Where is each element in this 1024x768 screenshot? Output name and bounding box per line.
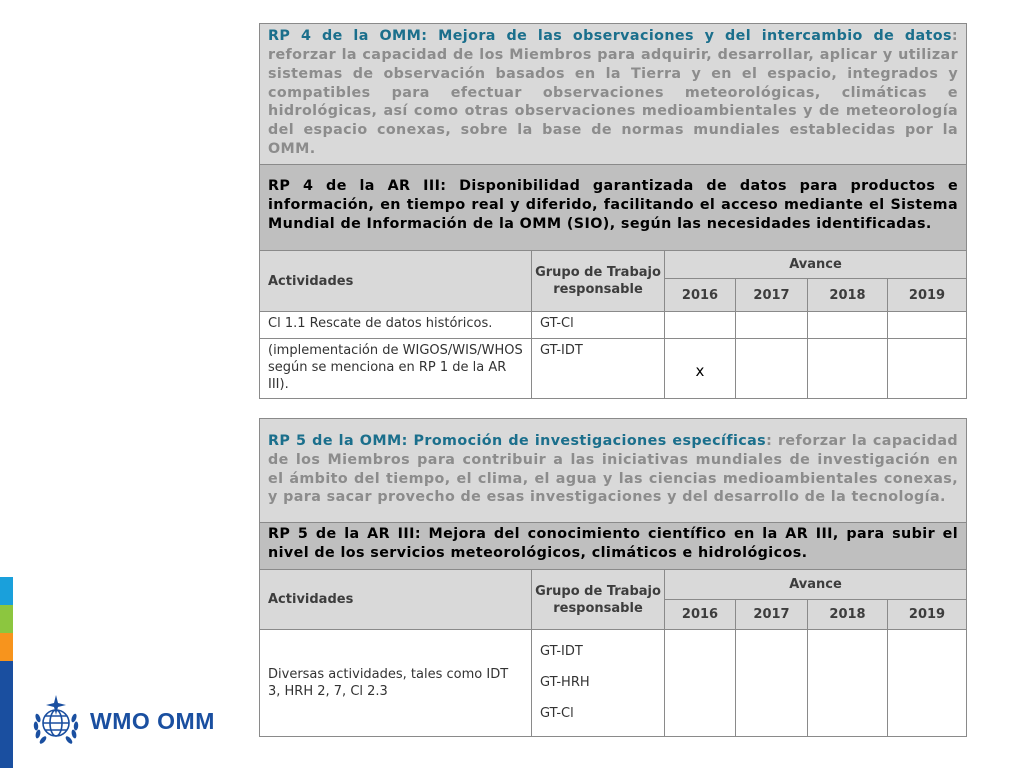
col-grupo: Grupo de Trabajo responsable [532, 251, 665, 312]
activity-cell: (implementación de WIGOS/WIS/WHOS según se menciona en RP 1 de la AR III). [260, 339, 532, 399]
color-bar-orange [0, 633, 13, 661]
table-row [260, 339, 967, 399]
wmo-logo [30, 694, 215, 748]
progress-cell [888, 630, 967, 737]
ar-objective-header: RP 4 de la AR III: Disponibilidad garantizada de datos para productos e información, en tiempo real y diferido, facilitando el acceso mediante el Sistema Mundial de Información de la OMM (SIO), según las necesidades identificadas. [260, 165, 967, 251]
col-year: 2016 [665, 279, 736, 312]
omm-objective-lead: RP 5 de la OMM: Promoción de investigaciones específicas [268, 432, 767, 449]
col-avance: Avance [665, 570, 967, 600]
progress-cell [665, 630, 736, 737]
logo-text: WMO OMM [90, 707, 215, 734]
col-grupo: Grupo de Trabajo responsable [532, 570, 665, 630]
col-actividades: Actividades [260, 570, 532, 630]
col-year: 2016 [665, 600, 736, 630]
col-year: 2018 [808, 279, 888, 312]
omm-objective-header [260, 24, 967, 165]
omm-objective-text: : reforzar la capacidad de los Miembros para contribuir a las iniciativas mundiales de investigación en el ámbito del tiempo, el clima, el agua y las ciencias medioambientales conexas, y para sacar provecho de esas investigaciones y del desarrollo de la tecnología. [268, 432, 959, 506]
group-cell [532, 630, 665, 737]
progress-cell [665, 312, 736, 339]
progress-cell [888, 312, 967, 339]
progress-cell [808, 339, 888, 399]
group-item: GT-Cl [540, 706, 574, 721]
group-item: GT-HRH [540, 675, 590, 690]
table-rp4 [259, 23, 967, 399]
table-rp5 [259, 418, 967, 737]
col-year: 2017 [736, 600, 808, 630]
activity-cell: Diversas actividades, tales como IDT 3, HRH 2, 7, Cl 2.3 [260, 630, 532, 737]
omm-objective-header [260, 419, 967, 523]
wmo-emblem-icon [30, 694, 82, 748]
col-avance: Avance [665, 251, 967, 279]
color-bar-blue-dark [0, 661, 13, 768]
table-row [260, 312, 967, 339]
col-year: 2017 [736, 279, 808, 312]
progress-cell [736, 312, 808, 339]
ar-objective-header: RP 5 de la AR III: Mejora del conocimiento científico en la AR III, para subir el nivel de los servicios meteorológicos, climáticos e hidrológicos. [260, 523, 967, 570]
color-bar-blue-light [0, 577, 13, 605]
progress-cell [736, 630, 808, 737]
omm-objective-lead: RP 4 de la OMM: Mejora de las observaciones y del intercambio de datos [268, 28, 952, 45]
col-actividades: Actividades [260, 251, 532, 312]
activity-cell: Cl 1.1 Rescate de datos históricos. [260, 312, 532, 339]
progress-mark: x [665, 339, 736, 399]
col-year: 2018 [808, 600, 888, 630]
omm-objective-text: : reforzar la capacidad de los Miembros para adquirir, desarrollar, aplicar y utilizar sistemas de observación basados en la Tierra y en el espacio, integrados y compatibles para efectuar observaciones meteorológicas, climáticas e hidrológicas, así como otras observaciones medioambientales y de meteorología del espacio conexas, sobre la base de normas mundiales establecidas por la OMM. [268, 28, 959, 157]
group-cell: GT-IDT [532, 339, 665, 399]
progress-cell [888, 339, 967, 399]
group-cell: GT-Cl [532, 312, 665, 339]
color-bar-green [0, 605, 13, 633]
col-year: 2019 [888, 279, 967, 312]
progress-cell [808, 312, 888, 339]
progress-cell [808, 630, 888, 737]
progress-cell [736, 339, 808, 399]
group-item: GT-IDT [540, 644, 583, 659]
col-year: 2019 [888, 600, 967, 630]
table-row [260, 630, 967, 737]
